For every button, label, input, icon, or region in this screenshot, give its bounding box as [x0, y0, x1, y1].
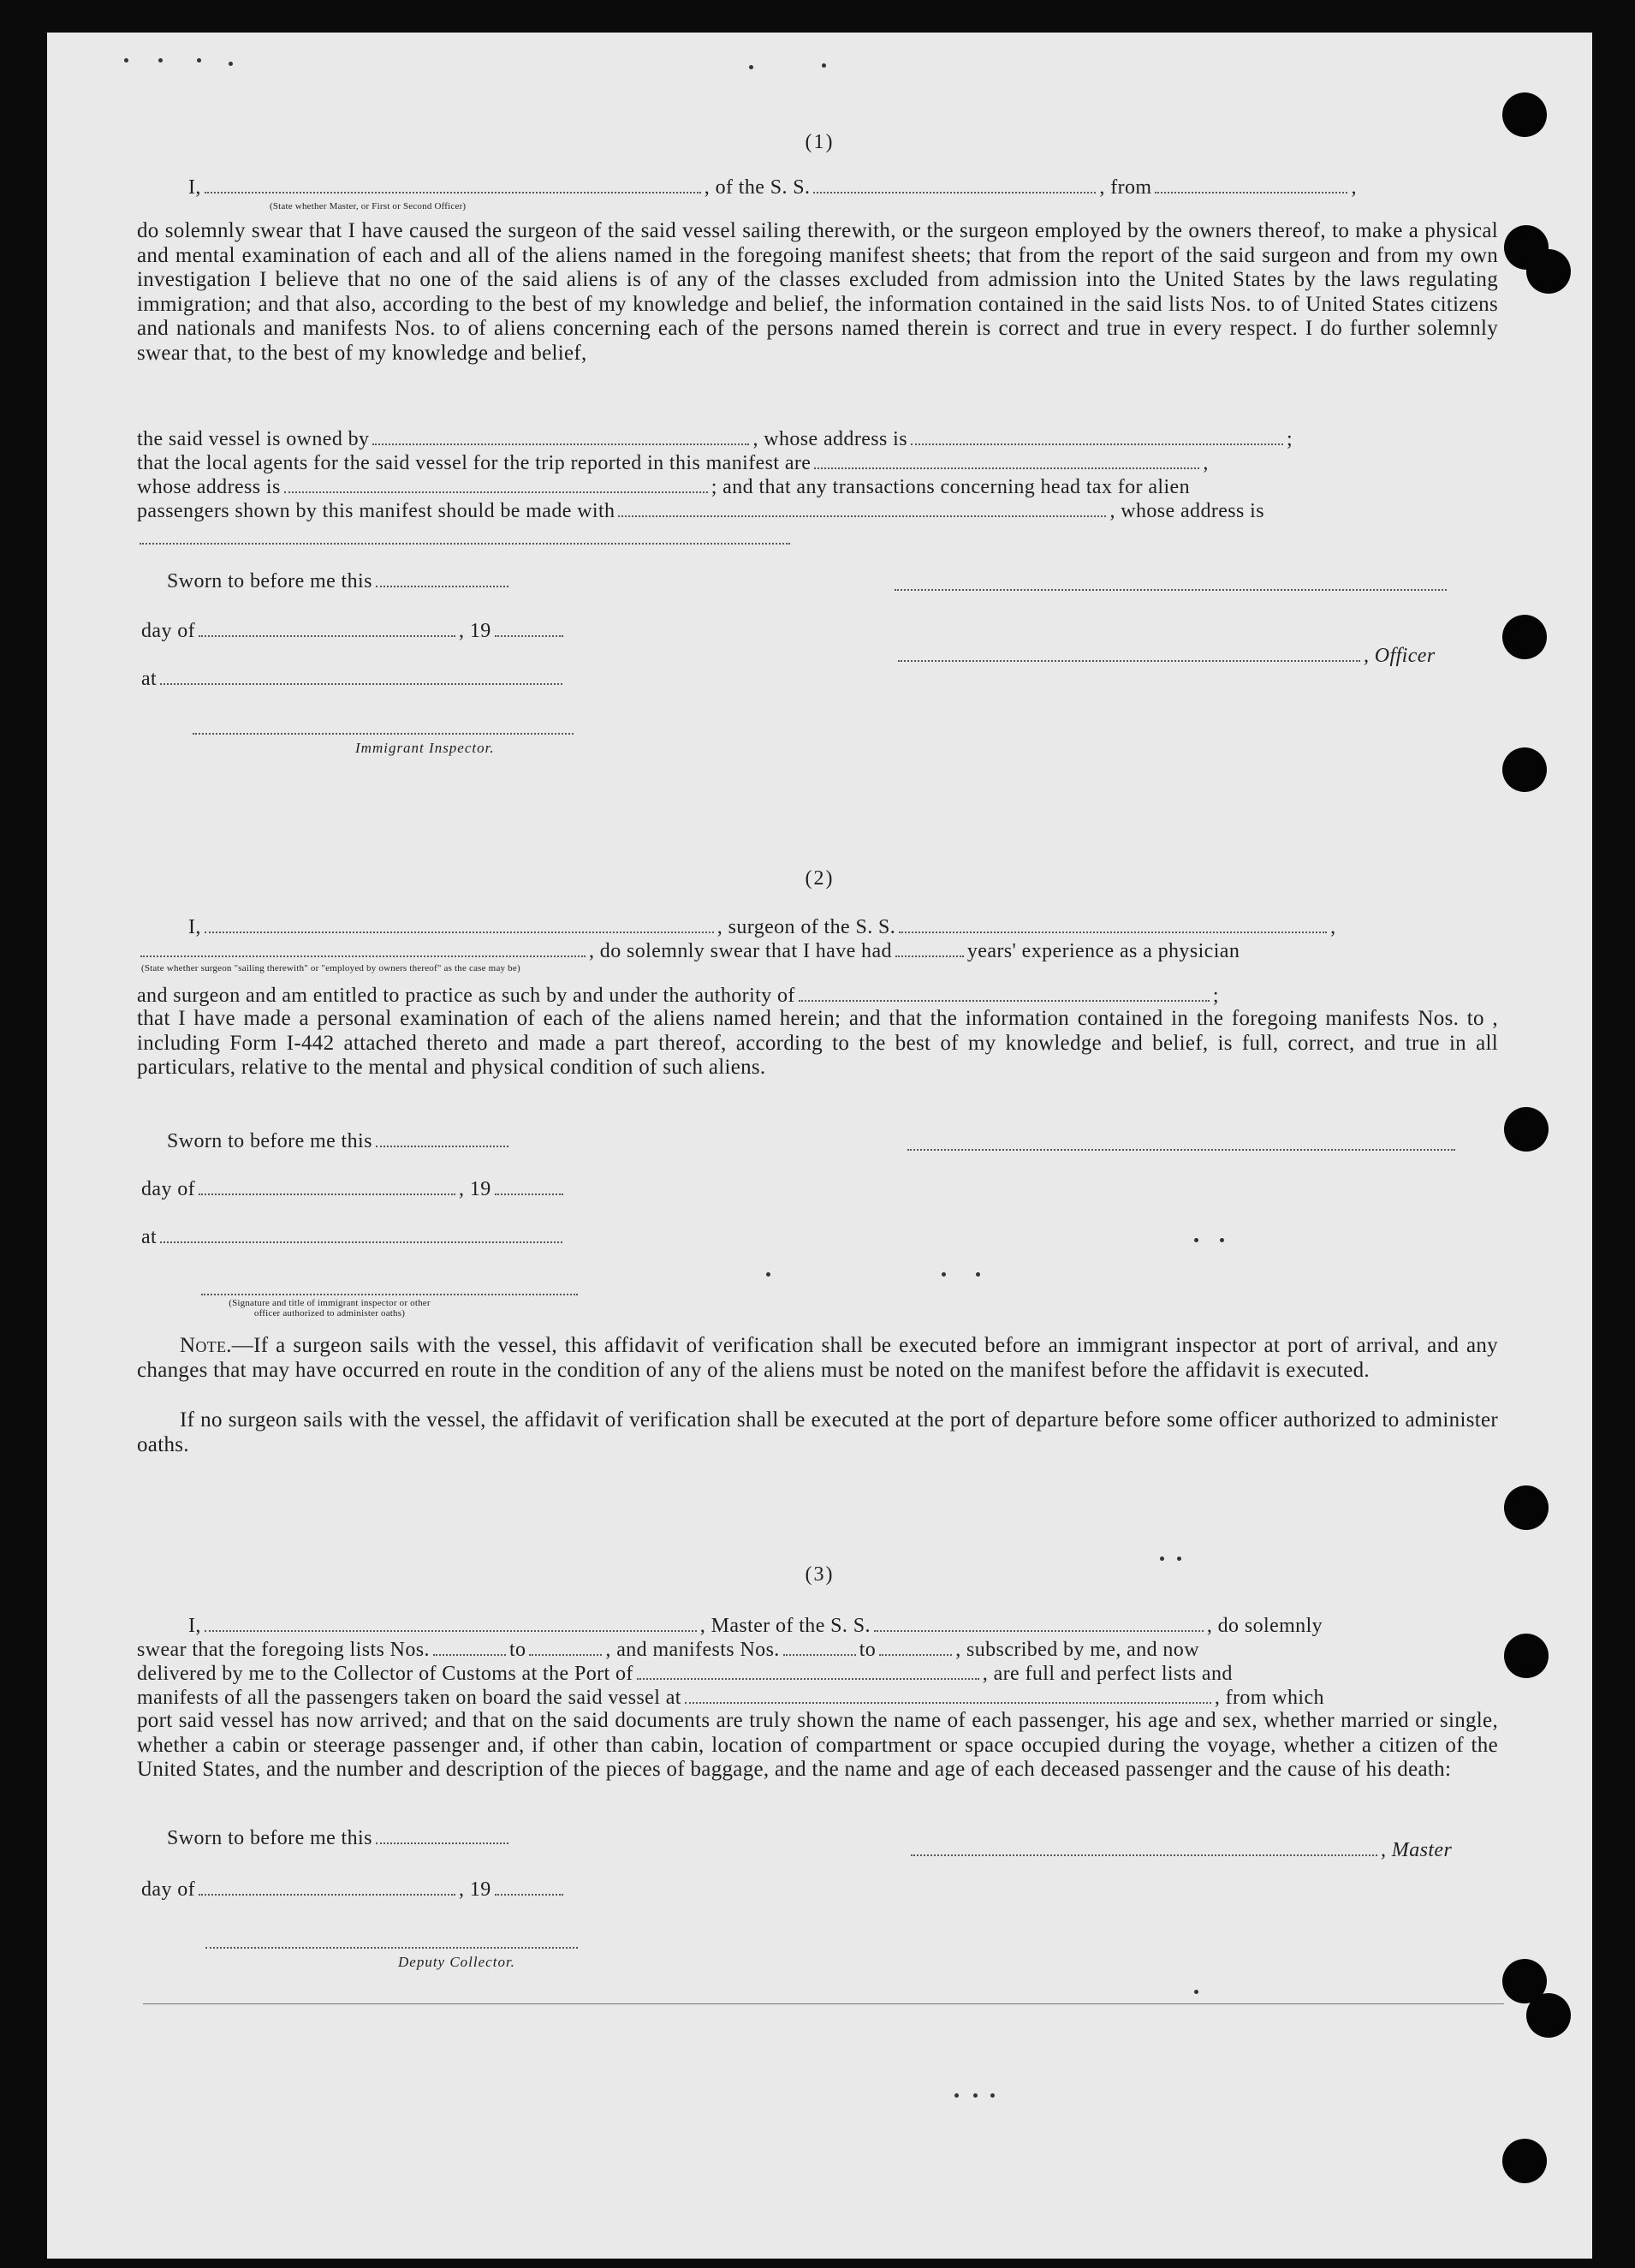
punch-hole [1504, 1107, 1549, 1152]
punch-hole [1526, 1993, 1571, 2038]
section-1-officer: , Officer [895, 645, 1436, 668]
section-2-line-1: I, , surgeon of the S. S. , [188, 916, 1336, 938]
section-1-inspector-caption: Immigrant Inspector. [355, 740, 495, 756]
section-3-body: port said vessel has now arrived; and that on the said documents are truly shown the name of each passenger, his age and sex, whether married or single, whether a cabin or steerage passenger and, if other than cabin, location of compartment or space occupied during the voyage, whether a citizen of the United States, and the number and description of the pieces of baggage, and the name and age of each deceased passenger and the cause of his death: [137, 1709, 1498, 1781]
section-3-master: , Master [907, 1839, 1452, 1862]
section-3-day-of: day of , 19 [141, 1878, 567, 1902]
punch-hole [1504, 1485, 1549, 1530]
section-1-line-1: I, , of the S. S. , from , [188, 176, 1357, 199]
section-2-number: (2) [805, 867, 835, 890]
punch-hole [1504, 1634, 1549, 1678]
section-3-line-1: I, , Master of the S. S. , do solemnly [188, 1615, 1323, 1637]
section-3-line-2: swear that the foregoing lists Nos. to , and manifests Nos. to , subscribed by me, and now [137, 1639, 1199, 1661]
section-1-whose-line: whose address is ; and that any transactions concerning head tax for alien [137, 476, 1190, 498]
section-2-body: that I have made a personal examination of each of the aliens named herein; and that the information contained in the foregoing manifests Nos. to , including Form I-442 attached thereto and made a part thereof, according to the best of my knowledge and belief, is full, correct, and true in all particulars, relative to the mental and physical condition of such aliens. [137, 1007, 1498, 1079]
section-2-note: Note.—If a surgeon sails with the vessel, this affidavit of verification shall be executed before an immigrant inspector at port of arrival, and any changes that may have occurred en route in the condition of any of the aliens must be noted on the manifest before the affidavit is executed. [137, 1334, 1498, 1382]
bottom-rule [143, 2003, 1504, 2004]
section-1-agents-line: that the local agents for the said vessel for the trip reported in this manifest are , [137, 452, 1209, 474]
section-3-sworn: Sworn to before me this [167, 1827, 512, 1850]
section-3-line-3: delivered by me to the Collector of Customs at the Port of , are full and perfect lists and [137, 1663, 1233, 1685]
section-2-state-note: (State whether surgeon "sailing therewith" or "employed by owners thereof" as the case may be) [141, 963, 520, 973]
section-1-day-of: day of , 19 [141, 620, 567, 643]
section-2-at: at [141, 1226, 566, 1249]
section-2-sworn: Sworn to before me this [167, 1130, 512, 1153]
section-2-authority-line: and surgeon and am entitled to practice as such by and under the authority of ; [137, 985, 1219, 1007]
punch-hole [1502, 747, 1547, 792]
section-1-body: do solemnly swear that I have caused the surgeon of the said vessel sailing therewith, or the surgeon employed by the owners thereof, to make a physical and mental examination of each and all of the aliens named in the foregoing manifest sheets; that from the report of the said surgeon and from my own investigation I believe that no one of the said aliens is of any of the classes excluded from admission into the United States by the laws regulating immigration; and that also, according to the best of my knowledge and belief, the information contained in the said lists Nos. to of United States citizens and nationals and manifests Nos. to of aliens concerning each of the persons named therein is correct and true in every respect. I do further solemnly swear that, to the best of my knowledge and belief, [137, 219, 1498, 365]
section-2-line-2: , do solemnly swear that I have had years' experience as a physician [137, 940, 1507, 963]
section-2-day-of: day of , 19 [141, 1178, 567, 1201]
section-2-note-2: If no surgeon sails with the vessel, the affidavit of verification shall be executed at the port of departure before some officer authorized to administer oaths. [137, 1408, 1498, 1456]
section-1-sworn: Sworn to before me this [167, 570, 512, 593]
punch-hole [1502, 2139, 1547, 2183]
section-1-state-note: (State whether Master, or First or Second Officer) [270, 201, 467, 211]
section-3-collector-caption: Deputy Collector. [398, 1954, 515, 1970]
text-ss: , of the S. S. [704, 176, 811, 199]
punch-hole [1502, 615, 1547, 659]
text-i: I, [188, 176, 201, 199]
section-1-number: (1) [805, 131, 835, 153]
punch-hole [1526, 249, 1571, 294]
section-3-line-4: manifests of all the passengers taken on board the said vessel at , from which [137, 1687, 1324, 1709]
section-2-sig-note: (Signature and title of immigrant inspector or other officer authorized to administer oaths) [229, 1298, 431, 1319]
manifest-verification-page [47, 33, 1592, 2259]
section-1-owned-line: the said vessel is owned by , whose address is ; [137, 428, 1293, 450]
text-from: , from [1099, 176, 1152, 199]
section-1-passengers-line: passengers shown by this manifest should be made with , whose address is [137, 500, 1264, 522]
section-1-at: at [141, 668, 566, 691]
section-3-number: (3) [805, 1563, 835, 1586]
